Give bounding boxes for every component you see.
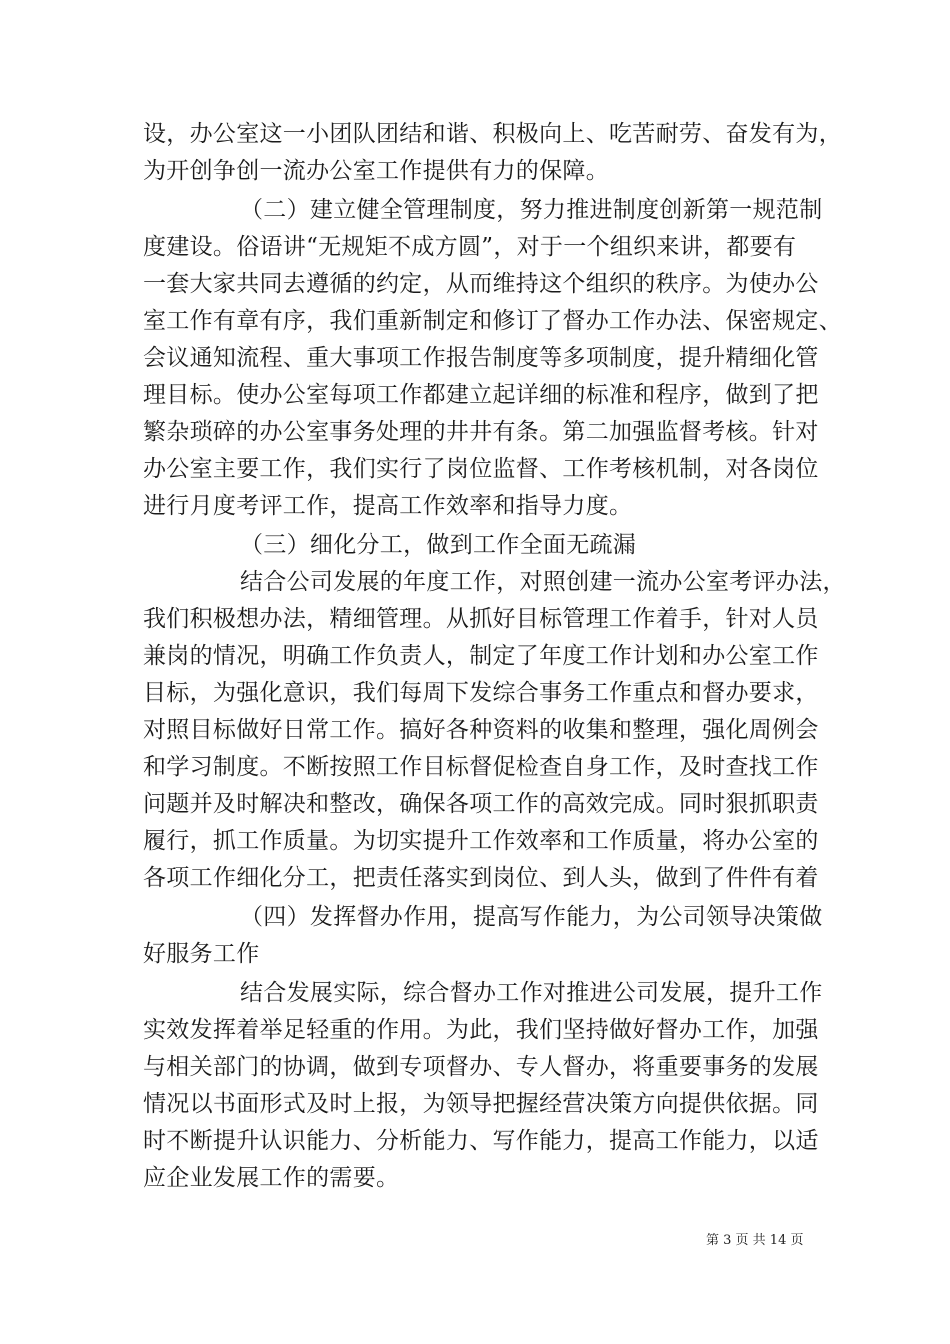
section-heading-2: （二）建立健全管理制度，努力推进制度创新第一规范制 (240, 197, 823, 223)
text-line: 时不断提升认识能力、分析能力、写作能力，提高工作能力，以适 (143, 1128, 819, 1154)
section-heading-3: （三）细化分工，做到工作全面无疏漏 (240, 532, 637, 558)
text-line: 目标，为强化意识，我们每周下发综合事务工作重点和督办要求， (143, 680, 819, 706)
text-line: 履行，抓工作质量。为切实提升工作效率和工作质量，将办公室的 (143, 828, 819, 854)
text-line: 兼岗的情况，明确工作负责人，制定了年度工作计划和办公室工作 (143, 643, 819, 669)
text-line: 我们积极想办法，精细管理。从抓好目标管理工作着手，针对人员 (143, 606, 819, 632)
text-line: 室工作有章有序，我们重新制定和修订了督办工作办法、保密规定、 (143, 308, 842, 334)
text-line: 繁杂琐碎的办公室事务处理的井井有条。第二加强监督考核。针对 (143, 419, 819, 445)
text-line: 情况以书面形式及时上报，为领导把握经营决策方向提供依据。同 (143, 1091, 819, 1117)
text-line: 设，办公室这一小团队团结和谐、积极向上、吃苦耐劳、奋发有为， (143, 121, 842, 147)
text-line: 对照目标做好日常工作。搞好各种资料的收集和整理，强化周例会 (143, 717, 819, 743)
text-line: 度建设。俗语讲“无规矩不成方圆”，对于一个组织来讲，都要有 (143, 234, 797, 260)
text-line: 问题并及时解决和整改，确保各项工作的高效完成。同时狠抓职责 (143, 791, 819, 817)
text-line: 办公室主要工作，我们实行了岗位监督、工作考核机制，对各岗位 (143, 456, 819, 482)
text-line: 结合公司发展的年度工作，对照创建一流办公室考评办法， (240, 569, 846, 595)
text-line: 结合发展实际，综合督办工作对推进公司发展，提升工作 (240, 980, 823, 1006)
text-line: 应企业发展工作的需要。 (143, 1165, 400, 1191)
section-heading-4-cont: 好服务工作 (143, 941, 260, 967)
text-line: 理目标。使办公室每项工作都建立起详细的标准和程序，做到了把 (143, 382, 819, 408)
text-line: 和学习制度。不断按照工作目标督促检查自身工作，及时查找工作 (143, 754, 819, 780)
page-number: 第 3 页 共 14 页 (706, 1233, 804, 1248)
section-heading-4: （四）发挥督办作用，提高写作能力，为公司领导决策做 (240, 904, 823, 930)
text-line: 实效发挥着举足轻重的作用。为此，我们坚持做好督办工作，加强 (143, 1017, 819, 1043)
text-line: 进行月度考评工作，提高工作效率和指导力度。 (143, 493, 633, 519)
text-line: 为开创争创一流办公室工作提供有力的保障。 (143, 158, 609, 184)
text-line: 一套大家共同去遵循的约定，从而维持这个组织的秩序。为使办公 (143, 271, 819, 297)
text-line: 与相关部门的协调，做到专项督办、专人督办，将重要事务的发展 (143, 1054, 819, 1080)
text-line: 会议通知流程、重大事项工作报告制度等多项制度，提升精细化管 (143, 345, 819, 371)
text-line: 各项工作细化分工，把责任落实到岗位、到人头，做到了件件有着 (143, 865, 819, 891)
